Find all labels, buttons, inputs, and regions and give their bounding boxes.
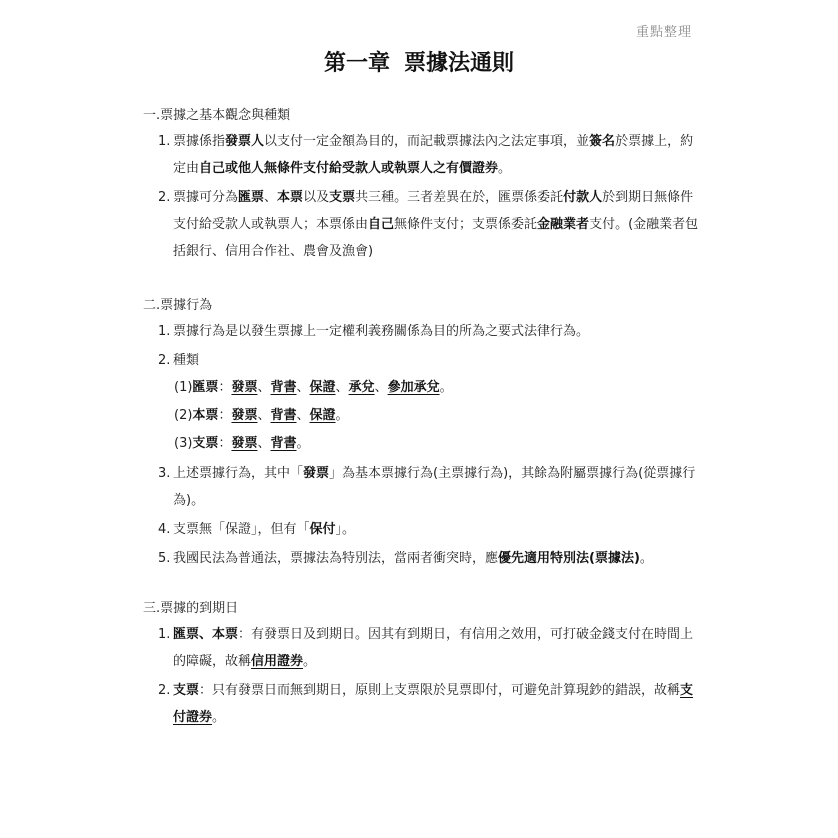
text-run: 票據行為是以發生票據上一定權利義務關係為目的所為之要式法律行為。 bbox=[173, 324, 590, 339]
sub-item bbox=[143, 374, 703, 402]
item-number: 5. bbox=[158, 551, 171, 566]
text-run: 。 bbox=[212, 710, 226, 725]
emphasis-text: 信用證券 bbox=[251, 654, 304, 669]
emphasis-text: 發票 bbox=[231, 408, 258, 423]
section-maturity-date bbox=[143, 599, 703, 731]
item-number: 1. bbox=[158, 627, 171, 642]
text-run: 共三種。三者差異在於，匯票係委託 bbox=[355, 190, 564, 205]
emphasis-text: 支票 bbox=[192, 436, 219, 451]
text-run: 」。 bbox=[335, 522, 356, 537]
text-run: 、 bbox=[335, 380, 349, 395]
text-run: 、 bbox=[296, 380, 310, 395]
text-run: 、 bbox=[264, 190, 278, 205]
sub-item bbox=[143, 402, 703, 430]
text-run: ： bbox=[218, 408, 232, 423]
chapter-name: 票據法通則 bbox=[404, 51, 515, 76]
text-run: ： bbox=[218, 436, 232, 451]
text-run: 支付。(金融業者包括銀行、信用合作社、農會及漁會) bbox=[173, 217, 699, 259]
text-run: 、 bbox=[374, 380, 388, 395]
item-number: 1. bbox=[158, 324, 171, 339]
text-run: 。 bbox=[498, 161, 512, 176]
section-heading: 一.票據之基本觀念與種類 bbox=[143, 108, 291, 123]
item-number: 2. bbox=[158, 353, 171, 368]
text-run: 於到期日無條件支付給受款人或執票人；本票係由 bbox=[173, 190, 694, 232]
item-list bbox=[143, 318, 703, 572]
item-number: 2. bbox=[158, 190, 171, 205]
text-run: 以及 bbox=[303, 190, 330, 205]
text-run: 票據可分為 bbox=[173, 190, 239, 205]
section-heading: 二.票據行為 bbox=[143, 298, 213, 313]
chapter-title bbox=[0, 46, 838, 77]
emphasis-text: 自己或他人無條件支付給受款人或執票人之有價證券 bbox=[199, 161, 499, 176]
item-list bbox=[143, 621, 703, 731]
emphasis-text: 背書 bbox=[270, 436, 297, 451]
chapter-number: 第一章 bbox=[323, 51, 390, 76]
emphasis-text: 本票 bbox=[192, 408, 219, 423]
text-run: 。 bbox=[439, 380, 453, 395]
emphasis-text: 發票 bbox=[231, 380, 258, 395]
section-heading: 三.票據的到期日 bbox=[143, 601, 239, 616]
emphasis-text: 本票 bbox=[277, 190, 304, 205]
text-run: 、 bbox=[257, 436, 271, 451]
emphasis-text: 承兌 bbox=[348, 380, 375, 395]
sub-item bbox=[143, 430, 703, 458]
list-item bbox=[143, 318, 703, 345]
emphasis-text: 保證 bbox=[309, 380, 336, 395]
emphasis-text: 參加承兌 bbox=[387, 380, 440, 395]
emphasis-text: 匯票 bbox=[192, 380, 219, 395]
item-number: 2. bbox=[158, 683, 171, 698]
text-run: 種類 bbox=[173, 353, 200, 368]
emphasis-text: 匯票 bbox=[238, 190, 265, 205]
emphasis-text: 簽名 bbox=[589, 134, 616, 149]
list-item bbox=[143, 347, 703, 374]
text-run: 無條件支付；支票係委託 bbox=[394, 217, 538, 232]
emphasis-text: 發票 bbox=[303, 466, 330, 481]
emphasis-text: 付款人 bbox=[563, 190, 603, 205]
text-run: 、 bbox=[257, 380, 271, 395]
emphasis-text: 支票 bbox=[173, 683, 200, 698]
emphasis-text: 支付證券 bbox=[173, 683, 694, 725]
text-run: ：只有發票日而無到期日，原則上支票限於見票即付，可避免計算現鈔的錯誤，故稱 bbox=[199, 683, 681, 698]
list-item bbox=[143, 460, 703, 514]
list-item bbox=[143, 516, 703, 543]
text-run: 。 bbox=[335, 408, 349, 423]
text-run: (3) bbox=[174, 436, 193, 451]
text-run: (2) bbox=[174, 408, 193, 423]
emphasis-text: 匯票、本票 bbox=[173, 627, 239, 642]
emphasis-text: 自己 bbox=[368, 217, 395, 232]
emphasis-text: 保證 bbox=[309, 408, 336, 423]
text-run: 上述票據行為，其中「 bbox=[173, 466, 304, 481]
corner-tag: 重點整理 bbox=[635, 25, 692, 40]
text-run: 。 bbox=[296, 436, 310, 451]
text-run: 。 bbox=[639, 551, 653, 566]
list-item bbox=[143, 545, 703, 572]
section-bill-acts bbox=[143, 296, 703, 572]
list-item bbox=[143, 128, 703, 182]
item-number: 3. bbox=[158, 466, 171, 481]
emphasis-text: 發票 bbox=[231, 436, 258, 451]
list-item bbox=[143, 621, 703, 675]
text-run: 。 bbox=[303, 654, 317, 669]
item-number: 4. bbox=[158, 522, 171, 537]
item-number: 1. bbox=[158, 134, 171, 149]
text-run: 、 bbox=[257, 408, 271, 423]
text-run: 票據係指 bbox=[173, 134, 226, 149]
emphasis-text: 優先適用特別法(票據法) bbox=[498, 551, 640, 566]
emphasis-text: 發票人 bbox=[225, 134, 265, 149]
text-run: ：有發票日及到期日。因其有到期日，有信用之效用，可打破金錢支付在時間上的障礙，故稱 bbox=[173, 627, 694, 669]
text-run: 以支付一定金額為目的，而記載票據法內之法定事項，並 bbox=[264, 134, 590, 149]
text-run: 、 bbox=[296, 408, 310, 423]
list-item bbox=[143, 184, 703, 265]
text-run: 」為基本票據行為(主票據行為)，其餘為附屬票據行為(從票據行為)。 bbox=[173, 466, 696, 508]
text-run: 我國民法為普通法，票據法為特別法，當兩者衝突時，應 bbox=[173, 551, 499, 566]
text-run: 於票據上，約定由 bbox=[173, 134, 694, 176]
text-run: ： bbox=[218, 380, 232, 395]
emphasis-text: 保付 bbox=[309, 522, 336, 537]
emphasis-text: 金融業者 bbox=[537, 217, 590, 232]
section-basic-concepts bbox=[143, 106, 703, 265]
emphasis-text: 支票 bbox=[329, 190, 356, 205]
emphasis-text: 背書 bbox=[270, 380, 297, 395]
emphasis-text: 背書 bbox=[270, 408, 297, 423]
text-run: (1) bbox=[174, 380, 193, 395]
text-run: 支票無「保證」，但有「 bbox=[173, 522, 310, 537]
list-item bbox=[143, 677, 703, 731]
item-list bbox=[143, 128, 703, 265]
